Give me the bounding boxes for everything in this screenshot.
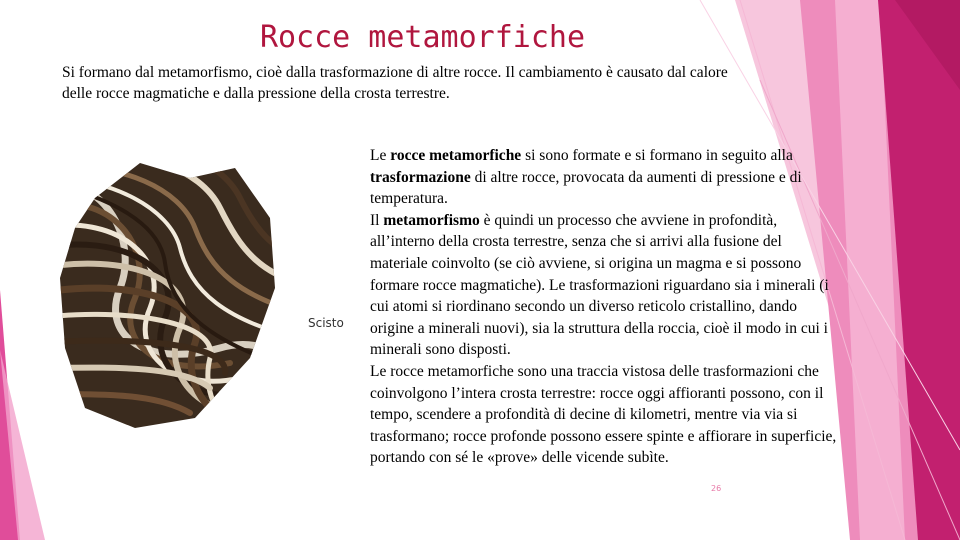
text-run: Il — [370, 211, 384, 229]
paragraph-2 — [370, 210, 840, 361]
slide-title: Rocce metamorfiche — [259, 20, 586, 55]
slide-number: 26 — [711, 484, 722, 493]
paragraph-3: Le rocce metamorfiche sono una traccia vistosa delle trasformazioni che coinvolgono l’intera crosta terrestre: rocce oggi affioranti possono, con il tempo, scendere a profondità di decine di kilometri, mentre via via si trasformano; rocce profonde possono essere spinte e affiorare in superficie, portando con sé le «prove» delle vicende subìte. — [370, 362, 837, 467]
image-caption: Scisto — [308, 316, 344, 330]
paragraph-1 — [370, 145, 840, 210]
slide-subtitle: Si formano dal metamorfismo, cioè dalla trasformazione di altre rocce. Il cambiamento è causato dal calore delle rocce magmatiche e dalla pressione della crosta terrestre. — [62, 64, 728, 102]
text-run: è quindi un processo che avviene in profondità, all’interno della crosta terrestre, senza che si arrivi alla fusione del materiale coinvolto (se ciò avviene, si origina un magma e si possono formare rocce magmatiche). Le trasformazioni riguardano sia i minerali (i cui atomi si riordinano secondo un diverso reticolo cristallino, dando origine a minerali nuovi), sia la struttura della roccia, cioè il modo in cui i minerali sono disposti. — [370, 211, 829, 359]
bold-term: trasformazione — [370, 168, 471, 186]
text-run: di altre rocce, provocata da aumenti di pressione e di temperatura. — [370, 168, 802, 208]
body-text — [370, 145, 840, 469]
bold-term: metamorfismo — [383, 211, 480, 229]
bold-term: rocce metamorfiche — [390, 147, 522, 164]
text-run: si sono formate e si formano in seguito alla — [521, 147, 793, 164]
text-run: Le — [370, 147, 391, 164]
schist-rock-image — [60, 128, 310, 428]
